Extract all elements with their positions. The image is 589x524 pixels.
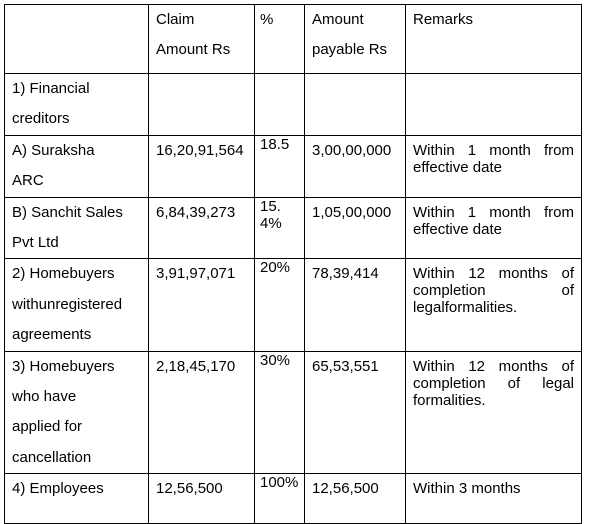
- remarks-cell: Within 1 month from effective date: [406, 135, 582, 197]
- claim-cell: [149, 74, 255, 136]
- header-cell-claim: Claim Amount Rs: [149, 5, 255, 74]
- table-row: [5, 197, 582, 259]
- claim-cell: 3,91,97,071: [149, 259, 255, 351]
- remarks-cell: Within 1 month from effective date: [406, 197, 582, 259]
- creditor-cell: B) Sanchit Sales Pvt Ltd: [5, 197, 149, 259]
- payable-cell: 1,05,00,000: [305, 197, 406, 259]
- percent-cell: 15.4%: [255, 197, 305, 259]
- creditor-cell: 1) Financial creditors: [5, 74, 149, 136]
- payable-cell: 65,53,551: [305, 351, 406, 474]
- percent-cell: 20%: [255, 259, 305, 351]
- remarks-cell: Within 12 months of completion of legalformalities.: [406, 259, 582, 351]
- header-cell-creditor: [5, 5, 149, 74]
- percent-cell: [255, 74, 305, 136]
- table-row: [5, 351, 582, 474]
- table-row: [5, 474, 582, 524]
- claim-cell: 2,18,45,170: [149, 351, 255, 474]
- header-cell-payable: Amount payable Rs: [305, 5, 406, 74]
- table-row: [5, 135, 582, 197]
- creditor-cell: A) Suraksha ARC: [5, 135, 149, 197]
- table-row: [5, 259, 582, 351]
- claim-cell: 12,56,500: [149, 474, 255, 524]
- claim-cell: 16,20,91,564: [149, 135, 255, 197]
- creditor-cell: 2) Homebuyers withunregistered agreements: [5, 259, 149, 351]
- payable-cell: 12,56,500: [305, 474, 406, 524]
- table-row: [5, 74, 582, 136]
- header-cell-percent: %: [255, 5, 305, 74]
- payable-cell: [305, 74, 406, 136]
- creditor-cell: 4) Employees: [5, 474, 149, 524]
- creditor-cell: 3) Homebuyers who have applied for cancellation: [5, 351, 149, 474]
- remarks-cell: [406, 74, 582, 136]
- percent-cell: 100%: [255, 474, 305, 524]
- claim-cell: 6,84,39,273: [149, 197, 255, 259]
- remarks-cell: Within 12 months of completion of legal formalities.: [406, 351, 582, 474]
- header-cell-remarks: Remarks: [406, 5, 582, 74]
- percent-cell: 18.5: [255, 135, 305, 197]
- payable-cell: 3,00,00,000: [305, 135, 406, 197]
- payable-cell: 78,39,414: [305, 259, 406, 351]
- remarks-cell: Within 3 months: [406, 474, 582, 524]
- header-row: [5, 5, 582, 74]
- percent-cell: 30%: [255, 351, 305, 474]
- claims-table: [4, 4, 582, 524]
